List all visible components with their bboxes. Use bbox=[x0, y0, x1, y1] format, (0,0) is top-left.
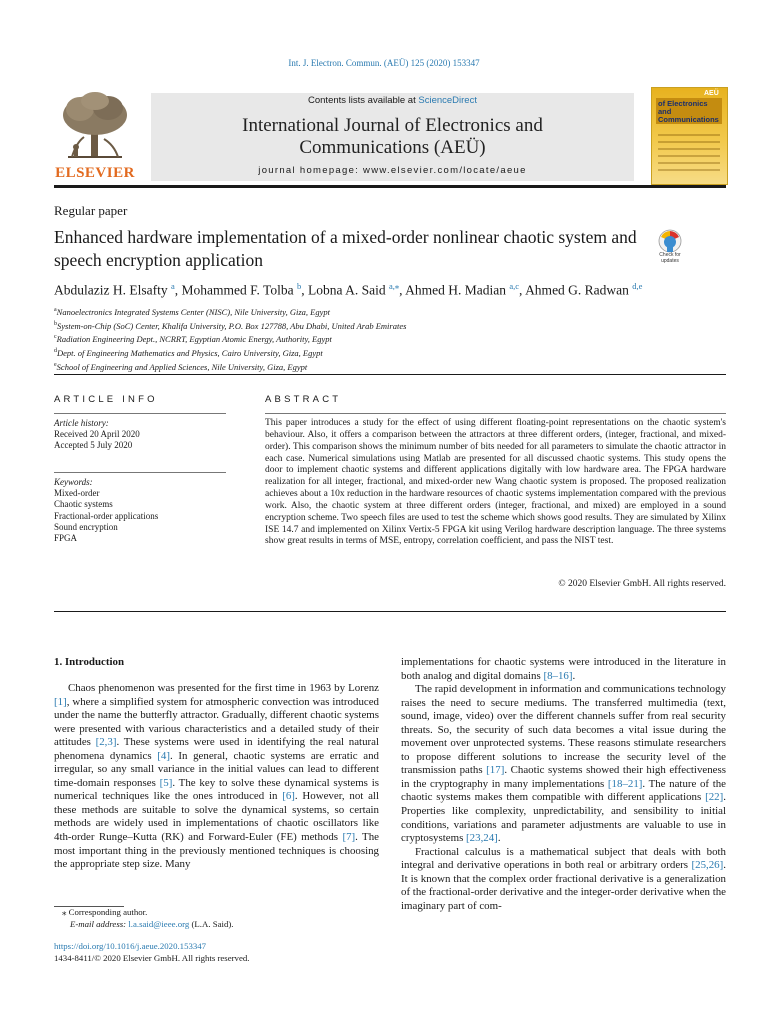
journal-title bbox=[151, 115, 634, 159]
author-name: Ahmed G. Radwan bbox=[525, 282, 633, 298]
abstract-text: This paper introduces a study for the effect of using different floating-point representations on the chaotic system's behaviour. Also, it offers a comparison between the attractors at three different orders, (integer, fractional, and mixed-order). This comparison shows the minimum number of bits needed for all parameters to simulate the chaotic attractor in each case. Numerical simulations using Matlab are presented for all discussed chaotic systems. This study opens the door to implement chaotic systems and different applications digitally with low hardware area. The FPGA hardware realization for all integer, fractional, and mixed-order new Wang chaotic system is proposed. The proposed realization achieves about a 10x reduction in the hardware resources of chaotic systems implementation compared with the previous work. Also, the chaotic system at three different orders (integer, fractional, and mixed) are employed in a sound encryption scheme. Two speech files are used to test the scheme which shows good results. They are simulated by Xilinx ISE 14.7 and implemented on Xilinx Vertix-5 FPGA kit using Verilog hardware description language. The three systems show great results in terms of MSE, entropy, correlation coefficient, and pass the NIST test. bbox=[265, 418, 726, 547]
affiliation-marker: d bbox=[54, 347, 57, 354]
header-rule bbox=[54, 374, 726, 375]
citation-link[interactable]: [17] bbox=[486, 764, 505, 777]
affiliation-list bbox=[54, 305, 734, 373]
body-text: The rapid development in information and communications technology raises the need to secure mediums. The transferred multimedia (text, sound, image, video) over the different channels suffer from real security threats. So, the security of such data becomes a vital issue during the movement over unprotected systems. These reasons stimulate researchers to propose different solutions to increase the security level of the transmission paths bbox=[401, 683, 726, 777]
author-affiliation-marker[interactable]: a,c bbox=[509, 281, 520, 291]
body-text: . Chaotic systems showed their high effectiveness in the cryptography in many implementations bbox=[401, 764, 726, 790]
affiliation-text: Radiation Engineering Dept., NCRRT, Egyptian Atomic Energy, Authority, Egypt bbox=[56, 334, 332, 345]
journal-homepage[interactable]: journal homepage: www.elsevier.com/locate/aeue bbox=[258, 165, 527, 176]
keywords-rule bbox=[54, 472, 226, 473]
crossmark-label: Check for updates bbox=[659, 252, 681, 264]
corresponding-note bbox=[54, 907, 384, 930]
body-text: . The most important thing in the previously mentioned techniques is choosing the appropriate step size. Many bbox=[54, 831, 379, 871]
author-name: Abdulaziz H. Elsafty bbox=[54, 282, 171, 298]
body-text: Chaos phenomenon was presented for the first time in 1963 by Lorenz bbox=[68, 682, 379, 694]
citation-link[interactable]: [25,26] bbox=[691, 859, 724, 872]
journal-masthead bbox=[54, 87, 726, 183]
keyword: Sound encryption bbox=[54, 521, 118, 532]
citation-link[interactable]: [8–16] bbox=[543, 669, 573, 682]
citation-link[interactable]: [5] bbox=[159, 776, 173, 789]
abstract-bottom-rule bbox=[54, 611, 726, 612]
affiliation-text: Dept. of Engineering Mathematics and Physics, Cairo University, Giza, Egypt bbox=[57, 347, 323, 358]
masthead-rule bbox=[54, 185, 726, 188]
cover-brand: AEÜ bbox=[704, 90, 719, 97]
body-text: . These systems were used in identifying the real natural phenomena dynamics bbox=[54, 736, 379, 762]
issn-line: 1434-8411/© 2020 Elsevier GmbH. All rights reserved. bbox=[54, 952, 250, 963]
affiliation-marker: e bbox=[54, 361, 57, 368]
author-list: Abdulaziz H. Elsafty $^a$, Mohammed F. Tolba $^b$, Lobna A. Said $^{a,⁎}$, Ahmed H. Madian $^{a,c}$, Ahmed G. Radwan $^{d,e}$ bbox=[54, 281, 643, 298]
keyword: FPGA bbox=[54, 533, 78, 544]
journal-title-line-1: International Journal of Electronics and bbox=[242, 115, 543, 136]
affiliation-marker: a bbox=[54, 307, 57, 313]
journal-title-line-2: Communications (AEÜ) bbox=[299, 137, 486, 158]
keywords-block bbox=[54, 477, 226, 544]
publication-info bbox=[54, 941, 384, 964]
cover-title: of Electronics and Communications bbox=[658, 99, 719, 124]
body-text: , where a simplified system for atmospheric convection was introduced under the name the butterfly attractor. Gradually, different chaotic systems were presented with various characteristics and a detailed study of their attitudes bbox=[54, 695, 379, 749]
affiliation bbox=[54, 360, 734, 374]
contents-line bbox=[151, 95, 634, 106]
sciencedirect-link[interactable]: ScienceDirect bbox=[418, 95, 477, 106]
body-text: implementations for chaotic systems were introduced in the literature in both analog and digital domains bbox=[401, 656, 726, 682]
journal-citation[interactable]: Int. J. Electron. Commun. (AEÜ) 125 (2020) 153347 bbox=[288, 58, 480, 68]
body-text: . In general, chaotic systems are erratic and irregular, so any small variance in the initial values can lead to different time-domain responses bbox=[54, 749, 379, 789]
abstract-rule bbox=[265, 413, 726, 414]
author-affiliation-marker[interactable]: a bbox=[170, 281, 175, 291]
body-paragraph bbox=[54, 682, 379, 872]
body-paragraph bbox=[401, 656, 726, 683]
author-affiliation-marker[interactable]: b bbox=[296, 281, 302, 291]
affiliation bbox=[54, 346, 734, 360]
affiliation-text: Nanoelectronics Integrated Systems Center (NISC), Nile University, Giza, Egypt bbox=[56, 306, 330, 317]
affiliation-marker: c bbox=[54, 334, 57, 341]
body-text: . However, not all these methods are suitable to solve the dynamical systems, so certain methods are widely used in implementations of chaotic oscillators like 4th-order Runge–Kutta (RK) and Forward-Euler (FE) methods bbox=[54, 790, 379, 844]
keywords-label: Keywords: bbox=[54, 477, 93, 487]
paper-type: Regular paper bbox=[54, 203, 128, 218]
author-affiliation-marker[interactable]: d,e bbox=[632, 281, 643, 291]
journal-cover[interactable] bbox=[651, 87, 728, 185]
affiliation bbox=[54, 332, 734, 346]
body-paragraph bbox=[401, 846, 726, 914]
author-name: Ahmed H. Madian bbox=[405, 282, 510, 298]
received-date: Received 20 April 2020 bbox=[54, 429, 140, 440]
body-text: . It is known that the complex order fractional derivative is a generalization of the fractional-order derivative and the integer-order derivative when the imaginary part of com- bbox=[401, 859, 726, 912]
cover-decoration bbox=[658, 134, 720, 176]
affiliation-text: System-on-Chip (SoC) Center, Khalifa University, P.O. Box 127788, Abu Dhabi, United Arab Emirates bbox=[57, 320, 407, 331]
keyword: Mixed-order bbox=[54, 488, 100, 499]
keyword: Fractional-order applications bbox=[54, 510, 159, 521]
author-affiliation-marker[interactable]: a,⁎ bbox=[388, 281, 400, 291]
citation-link[interactable]: [18–21] bbox=[607, 777, 643, 790]
elsevier-tree-logo bbox=[58, 91, 132, 163]
body-text: . The nature of the chaotic systems makes them compatible with different applications bbox=[401, 777, 726, 804]
article-info-rule bbox=[54, 413, 226, 414]
affiliation bbox=[54, 305, 734, 319]
masthead-banner bbox=[151, 93, 634, 181]
citation-link[interactable]: [23,24] bbox=[466, 832, 498, 845]
affiliation bbox=[54, 319, 734, 333]
body-text: . bbox=[572, 669, 576, 682]
elsevier-logo[interactable] bbox=[54, 87, 136, 183]
abstract-copyright: © 2020 Elsevier GmbH. All rights reserved. bbox=[558, 579, 726, 589]
citation-link[interactable]: [1] bbox=[54, 695, 67, 708]
article-info-heading: ARTICLE INFO bbox=[54, 394, 158, 405]
author-name: Mohammed F. Tolba bbox=[181, 282, 297, 298]
keyword: Chaotic systems bbox=[54, 499, 113, 510]
body-text: . bbox=[497, 832, 501, 845]
accepted-date: Accepted 5 July 2020 bbox=[54, 440, 133, 451]
author-name: Lobna A. Said bbox=[307, 282, 389, 298]
left-column bbox=[54, 682, 379, 872]
doi-link[interactable]: https://doi.org/10.1016/j.aeue.2020.153347 bbox=[54, 941, 207, 951]
body-text: . Properties like complexity, unpredictability, and sensibility to initial conditions, variations and parameter adjustments are valuable to use in cryptosystems bbox=[401, 791, 726, 845]
corresponding-author: ⁎ Corresponding author. bbox=[62, 907, 148, 917]
contents-prefix: Contents lists available at bbox=[308, 95, 419, 106]
article-history bbox=[54, 418, 226, 452]
abstract-heading: ABSTRACT bbox=[265, 394, 342, 405]
affiliation-marker: b bbox=[54, 320, 57, 327]
citation-link[interactable]: [22] bbox=[705, 791, 724, 804]
section-heading: 1. Introduction bbox=[54, 656, 124, 668]
email-link[interactable]: l.a.said@ieee.org bbox=[128, 918, 190, 929]
citation-link[interactable]: [4] bbox=[157, 749, 170, 762]
email-label: E-mail address: bbox=[70, 918, 129, 929]
body-paragraph bbox=[401, 683, 726, 846]
citation-link[interactable]: [7] bbox=[342, 831, 356, 844]
citation-link[interactable]: [2,3] bbox=[95, 736, 117, 749]
elsevier-wordmark: ELSEVIER bbox=[55, 165, 135, 181]
body-text: Fractional calculus is a mathematical subject that deals with both integral and derivative operations in both real or arbitrary orders bbox=[401, 845, 726, 872]
citation-link[interactable]: [6] bbox=[282, 790, 295, 803]
affiliation-text: School of Engineering and Applied Sciences, Nile University, Giza, Egypt bbox=[56, 361, 308, 372]
paper-title: Enhanced hardware implementation of a mixed-order nonlinear chaotic system and speech encryption application bbox=[54, 227, 637, 270]
email-owner: (L.A. Said). bbox=[189, 918, 234, 929]
email-line bbox=[54, 919, 384, 931]
body-text: . The key to solve these dynamical systems is numerical techniques like the ones introduced in bbox=[54, 776, 379, 803]
right-column bbox=[401, 656, 726, 913]
history-label: Article history: bbox=[54, 418, 109, 428]
